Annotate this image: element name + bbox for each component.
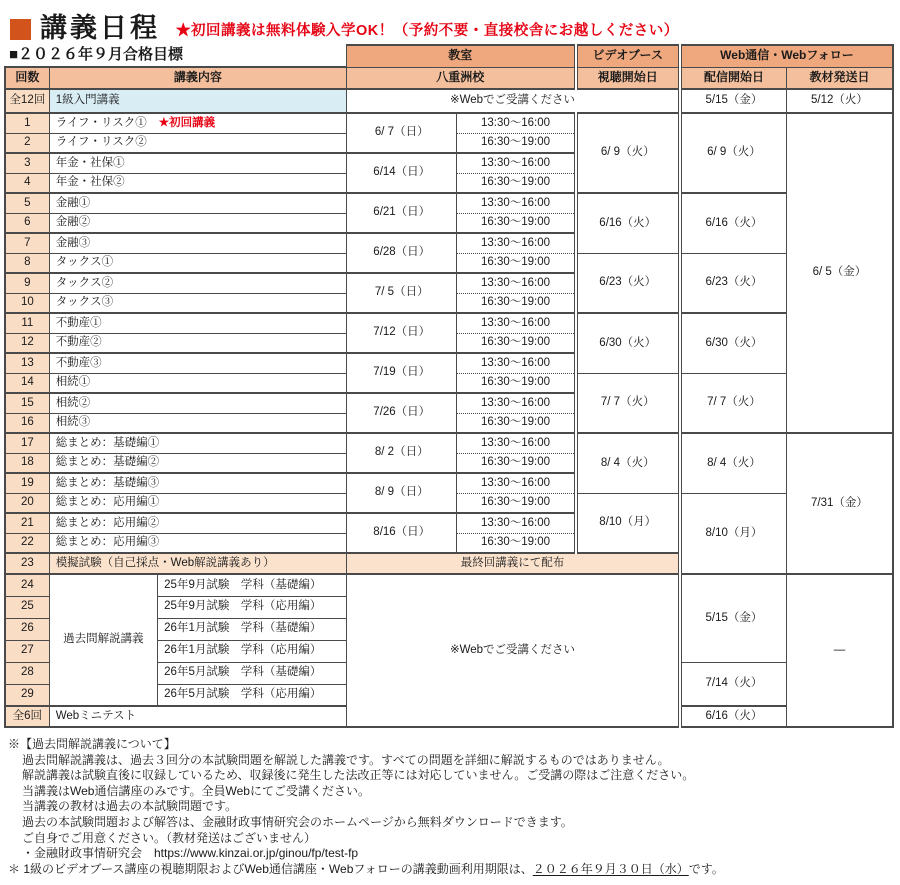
deadline-note [8, 862, 900, 878]
session-count-cell: 20 [5, 493, 49, 513]
table-row [5, 193, 893, 213]
lecture-content-cell: タックス① [49, 253, 346, 273]
session-count-cell: 24 [5, 574, 49, 596]
footnote-heading: ※【過去問解説講義について】 [8, 737, 176, 751]
header-classroom-group: 教室 [347, 45, 576, 67]
classroom-time-cell: 13:30～16:00 [457, 273, 576, 293]
session-count-cell: 7 [5, 233, 49, 253]
material-ship-cell: 7/31（金） [786, 433, 893, 574]
classroom-date-cell: 6/28（日） [347, 233, 457, 273]
exam-name-cell: 26年5月試験 学科（基礎編） [158, 662, 347, 684]
classroom-time-cell: 13:30～16:00 [457, 513, 576, 533]
session-count-cell: 16 [5, 413, 49, 433]
footnotes [8, 737, 900, 877]
session-count-cell: 17 [5, 433, 49, 453]
stream-start-cell: 7/14（火） [680, 662, 786, 706]
classroom-time-cell: 13:30～16:00 [457, 313, 576, 333]
header-video-group: ビデオブース [576, 45, 680, 67]
header-material-ship: 教材発送日 [786, 67, 893, 89]
table-row [5, 313, 893, 333]
session-count-cell: 18 [5, 453, 49, 473]
kinzai-url: ・金融財政事情研究会 https://www.kinzai.or.jp/ginou/fp/test-fp [22, 846, 359, 861]
classroom-time-cell: 16:30～19:00 [457, 373, 576, 393]
session-count-cell: 全6回 [5, 706, 49, 727]
schedule-table [4, 44, 894, 728]
lecture-content-cell: ライフ・リスク② [49, 133, 346, 153]
lecture-content-cell: 不動産③ [49, 353, 346, 373]
stream-start-cell: 6/16（火） [680, 706, 786, 727]
lecture-content-cell: 総まとめ：基礎編② [49, 453, 346, 473]
classroom-time-cell: 16:30～19:00 [457, 453, 576, 473]
lecture-content-cell: 模擬試験（自己採点・Web解説講義あり） [49, 553, 346, 574]
exam-name-cell: 25年9月試験 学科（基礎編） [158, 574, 347, 596]
video-start-cell: 6/ 9（火） [576, 113, 680, 193]
lecture-content-cell: タックス③ [49, 293, 346, 313]
stream-start-cell: 6/23（火） [680, 253, 786, 313]
lecture-content-cell: 相続① [49, 373, 346, 393]
header-view-start: 視聴開始日 [576, 67, 680, 89]
session-count-cell: 21 [5, 513, 49, 533]
classroom-date-cell: 7/26（日） [347, 393, 457, 433]
lecture-content-cell: 総まとめ：基礎編③ [49, 473, 346, 493]
session-count-cell: 1 [5, 113, 49, 133]
first-lecture-badge: ★初回講義 [158, 116, 216, 129]
classroom-date-cell: 8/ 9（日） [347, 473, 457, 513]
stream-start-cell: 5/15（金） [680, 89, 786, 113]
classroom-time-cell: 13:30～16:00 [457, 473, 576, 493]
deadline-date: ２０２６年９月３０日（水） [532, 861, 689, 876]
exam-name-cell: 26年1月試験 学科（応用編） [158, 640, 347, 662]
classroom-date-cell: 7/ 5（日） [347, 273, 457, 313]
material-ship-cell: 5/12（火） [786, 89, 893, 113]
classroom-time-cell: 13:30～16:00 [457, 193, 576, 213]
classroom-time-cell: 13:30～16:00 [457, 433, 576, 453]
classroom-time-cell: 16:30～19:00 [457, 133, 576, 153]
session-count-cell: 25 [5, 596, 49, 618]
session-count-cell: 5 [5, 193, 49, 213]
stream-start-cell: 8/10（月） [680, 493, 786, 574]
material-ship-cell: 6/ 5（金） [786, 113, 893, 433]
material-ship-cell: ― [786, 574, 893, 727]
header-web-group: Web通信・Webフォロー [680, 45, 893, 67]
lecture-content-cell: 相続② [49, 393, 346, 413]
classroom-time-cell: 13:30～16:00 [457, 113, 576, 133]
lecture-content-cell: Webミニテスト [49, 706, 346, 727]
web-note-cell: ※Webでご受講ください [347, 574, 680, 727]
header-content: 講義内容 [49, 67, 346, 89]
lecture-content-cell: 不動産② [49, 333, 346, 353]
lecture-content-cell: ライフ・リスク① ★初回講義 [49, 113, 346, 133]
session-count-cell: 11 [5, 313, 49, 333]
stream-start-cell: 6/16（火） [680, 193, 786, 253]
free-trial-promo: ★初回講義は無料体験入学OK！（予約不要・直接校舎にお越しください） [176, 23, 679, 39]
lecture-content-cell: 金融③ [49, 233, 346, 253]
table-row [5, 433, 893, 453]
session-count-cell: 8 [5, 253, 49, 273]
deadline-suffix: です。 [688, 861, 724, 876]
footnote-line: ご自身でご用意ください。（教材発送はございません） [22, 830, 317, 845]
deadline-prefix: ＊ 1級のビデオブース講座の視聴期限およびWeb通信講座・Webフォローの講義動画利用期限は、 [8, 861, 533, 876]
footnote-line: 過去の本試験問題および解答は、金融財政事情研究会のホームページから無料ダウンロードできます。 [22, 814, 573, 829]
video-start-cell: 7/ 7（火） [576, 373, 680, 433]
session-count-cell: 9 [5, 273, 49, 293]
video-start-cell: 6/23（火） [576, 253, 680, 313]
footnote-line: 解説講義は試験直後に収録しているため、収録後に発生した法改正等には対応していません。ご受講の際はご注意ください。 [22, 768, 695, 783]
session-count-cell: 6 [5, 213, 49, 233]
footnote-line: 過去問解説講義は、過去３回分の本試験問題を解説した講義です。すべての問題を詳細に解説するものではありません。 [22, 752, 670, 767]
session-count-cell: 19 [5, 473, 49, 493]
classroom-date-cell: 7/12（日） [347, 313, 457, 353]
exam-name-cell: 26年1月試験 学科（基礎編） [158, 618, 347, 640]
header-school: 八重洲校 [347, 67, 576, 89]
session-count-cell: 23 [5, 553, 49, 574]
header-stream-start: 配信開始日 [680, 67, 786, 89]
page-header [0, 0, 900, 42]
classroom-date-cell: 8/16（日） [347, 513, 457, 553]
footnote-line: 当講義の教材は過去の本試験問題です。 [22, 799, 238, 814]
classroom-date-cell: 6/21（日） [347, 193, 457, 233]
session-count-cell: 2 [5, 133, 49, 153]
classroom-date-cell: 6/14（日） [347, 153, 457, 193]
lecture-content-cell: 総まとめ：応用編② [49, 513, 346, 533]
lecture-content-cell: 不動産① [49, 313, 346, 333]
classroom-time-cell: 13:30～16:00 [457, 153, 576, 173]
session-count-cell: 29 [5, 684, 49, 706]
distribution-note-cell: 最終回講義にて配布 [347, 553, 680, 574]
video-start-cell: 6/16（火） [576, 193, 680, 253]
classroom-date-cell: 6/ 7（日） [347, 113, 457, 153]
session-count-cell: 27 [5, 640, 49, 662]
header-count: 回数 [5, 67, 49, 89]
orange-square-icon [10, 19, 31, 40]
session-count-cell: 3 [5, 153, 49, 173]
classroom-time-cell: 16:30～19:00 [457, 253, 576, 273]
table-row [5, 89, 893, 113]
session-count-cell: 26 [5, 618, 49, 640]
classroom-date-cell: 7/19（日） [347, 353, 457, 393]
video-start-cell: 8/10（月） [576, 493, 680, 553]
classroom-time-cell: 16:30～19:00 [457, 533, 576, 553]
session-count-cell: 28 [5, 662, 49, 684]
classroom-time-cell: 13:30～16:00 [457, 353, 576, 373]
table-row [5, 113, 893, 133]
exam-name-cell: 25年9月試験 学科（応用編） [158, 596, 347, 618]
table-row [5, 574, 893, 596]
lecture-content-cell: 金融② [49, 213, 346, 233]
web-note-cell: ※Webでご受講ください [347, 89, 680, 113]
footnote-line: 当講義はWeb通信講座のみです。全員Webにてご受講ください。 [22, 783, 370, 798]
lecture-content-cell: 年金・社保② [49, 173, 346, 193]
classroom-time-cell: 13:30～16:00 [457, 393, 576, 413]
classroom-time-cell: 16:30～19:00 [457, 493, 576, 513]
exam-name-cell: 26年5月試験 学科（応用編） [158, 684, 347, 706]
session-count-cell: 全12回 [5, 89, 49, 113]
page-title: 講義日程 [40, 13, 160, 43]
video-start-cell: 8/ 4（火） [576, 433, 680, 493]
stream-start-cell: 7/ 7（火） [680, 373, 786, 433]
lecture-content-cell: タックス② [49, 273, 346, 293]
classroom-time-cell: 16:30～19:00 [457, 293, 576, 313]
stream-start-cell: 8/ 4（火） [680, 433, 786, 493]
classroom-time-cell: 16:30～19:00 [457, 333, 576, 353]
classroom-time-cell: 13:30～16:00 [457, 233, 576, 253]
goal-label: ■２０２６年９月合格目標 [5, 45, 347, 67]
session-count-cell: 10 [5, 293, 49, 313]
session-count-cell: 13 [5, 353, 49, 373]
lecture-content-cell: 1級入門講義 [49, 89, 346, 113]
lecture-content-cell: 年金・社保① [49, 153, 346, 173]
classroom-time-cell: 16:30～19:00 [457, 213, 576, 233]
stream-start-cell: 6/30（火） [680, 313, 786, 373]
lecture-content-cell: 金融① [49, 193, 346, 213]
stream-start-cell: 6/ 9（火） [680, 113, 786, 193]
session-count-cell: 14 [5, 373, 49, 393]
classroom-date-cell: 8/ 2（日） [347, 433, 457, 473]
session-count-cell: 22 [5, 533, 49, 553]
classroom-time-cell: 16:30～19:00 [457, 413, 576, 433]
lecture-content-cell: 総まとめ：基礎編① [49, 433, 346, 453]
session-count-cell: 4 [5, 173, 49, 193]
past-exam-label-cell: 過去問解説講義 [49, 574, 157, 706]
lecture-content-cell: 総まとめ：応用編③ [49, 533, 346, 553]
video-start-cell: 6/30（火） [576, 313, 680, 373]
stream-start-cell: 5/15（金） [680, 574, 786, 662]
classroom-time-cell: 16:30～19:00 [457, 173, 576, 193]
session-count-cell: 12 [5, 333, 49, 353]
lecture-content-cell: 総まとめ：応用編① [49, 493, 346, 513]
lecture-content-cell: 相続③ [49, 413, 346, 433]
session-count-cell: 15 [5, 393, 49, 413]
